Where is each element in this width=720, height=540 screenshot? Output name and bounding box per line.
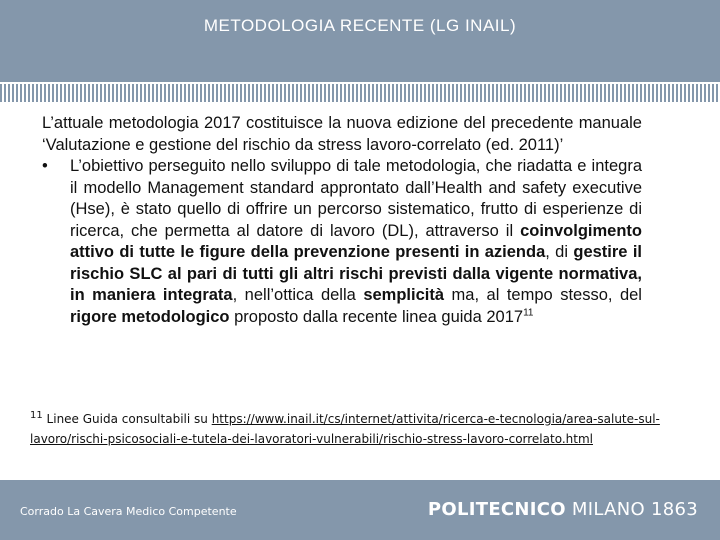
bullet-bold-part: semplicità <box>363 286 445 304</box>
bullet-bold-part: coinvolgimento attivo di tutte le figure della prevenzione presenti in azienda <box>70 221 642 261</box>
politecnico-logo <box>428 499 698 520</box>
bullet-item <box>42 156 642 328</box>
slide-title: METODOLOGIA RECENTE (LG INAIL) <box>203 16 517 35</box>
bullet-text-part: , di <box>545 243 574 261</box>
bullet-text-part: proposto dalla recente linea guida 2017 <box>229 307 524 326</box>
footnote <box>30 409 662 449</box>
bullet-icon: • <box>42 157 48 175</box>
logo-rest-text: MILANO 1863 <box>565 499 698 520</box>
footer-bar <box>0 480 720 540</box>
logo-bold-text: POLITECNICO <box>427 499 566 520</box>
bullet-text-part: , nell’ottica della <box>232 286 364 304</box>
footer-author: Corrado La Cavera Medico Competente <box>20 505 237 518</box>
intro-paragraph: L’attuale metodologia 2017 costituisce la nuova edizione del precedente manuale ‘Valutazione e gestione del rischio da stress lavoro-correlato (ed. 2011)’ <box>42 114 642 154</box>
footnote-number: 11 <box>30 410 43 421</box>
decorative-stripe <box>0 84 720 102</box>
bullet-text-part: ma, al tempo stesso, del <box>444 286 642 304</box>
header-bar <box>0 0 720 82</box>
footnote-link[interactable]: https://www.inail.it/cs/internet/attivita/ricerca-e-tecnologia/area-salute-sul-lavoro/rischi-psicosociali-e-tutela-dei-lavoratori-vulnerabili/rischio-stress-lavoro-correlato.html <box>30 412 660 446</box>
footnote-ref: 11 <box>523 307 534 318</box>
footnote-text: Linee Guida consultabili su <box>42 412 212 426</box>
slide-body <box>42 113 642 328</box>
bullet-text <box>70 156 642 328</box>
bullet-bold-part: rigore metodologico <box>70 307 230 326</box>
bullet-bold-part: gestire il rischio SLC al pari di tutti gli altri rischi previsti dalla vigente normativa, in maniera integrata <box>70 243 642 304</box>
bullet-text-part: L’obiettivo perseguito nello sviluppo di tale metodologia, che riadatta e integra il modello Management standard approntato dall’Health and safety executive (Hse), è stato quello di offrire un percorso sistematico, frutto di esperienze di ricerca, che permetta al datore di lavoro (DL), attraverso il <box>70 157 642 240</box>
